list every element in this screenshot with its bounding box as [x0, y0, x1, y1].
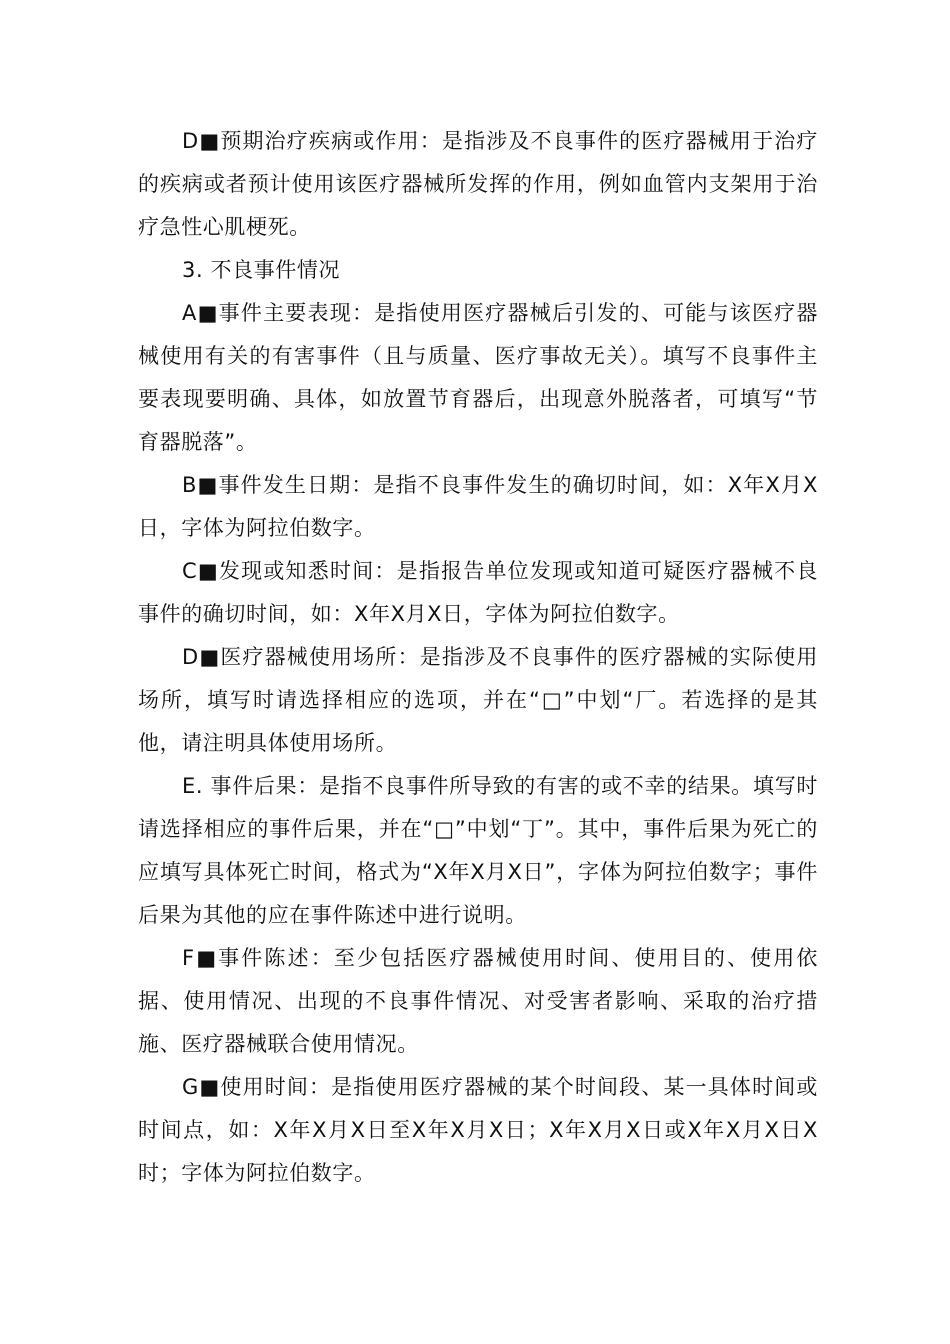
paragraph-usage-time: G■使用时间：是指使用医疗器械的某个时间段、某一具体时间或时间点，如：X年X月X日至X年X月X日；X年X月X日或X年X月X日X时；字体为阿拉伯数字。	[138, 1075, 818, 1185]
paragraph-main-manifestation: A■事件主要表现：是指使用医疗器械后引发的、可能与该医疗器械使用有关的有害事件（且与质量、医疗事故无关）。填写不良事件主要表现要明确、具体，如放置节育器后，出现意外脱落者，可填写“节育器脱落”。	[138, 301, 818, 454]
paragraph-usage-location: D■医疗器械使用场所：是指涉及不良事件的医疗器械的实际使用场所，填写时请选择相应的选项，并在“□”中划“厂。若选择的是其他，请注明具体使用场所。	[138, 645, 818, 755]
paragraph-occurrence-date: B■事件发生日期：是指不良事件发生的确切时间，如：X年X月X日，字体为阿拉伯数字。	[138, 473, 818, 540]
paragraph-event-description: F■事件陈述：至少包括医疗器械使用时间、使用目的、使用依据、使用情况、出现的不良事件情况、对受害者影响、采取的治疗措施、医疗器械联合使用情况。	[138, 946, 818, 1056]
paragraph-expected-treatment: D■预期治疗疾病或作用：是指涉及不良事件的医疗器械用于治疗的疾病或者预计使用该医疗器械所发挥的作用，例如血管内支架用于治疗急性心肌梗死。	[138, 129, 818, 239]
paragraph-discovery-time: C■发现或知悉时间：是指报告单位发现或知道可疑医疗器械不良事件的确切时间，如：X年X月X日，字体为阿拉伯数字。	[138, 559, 818, 626]
section-heading-adverse-event: 3. 不良事件情况	[182, 258, 341, 282]
document-page	[138, 120, 818, 1195]
paragraph-event-consequence: E. 事件后果：是指不良事件所导致的有害的或不幸的结果。填写时请选择相应的事件后果，并在“□”中划“丁”。其中，事件后果为死亡的应填写具体死亡时间，格式为“X年X月X日”，字体为阿拉伯数字；事件后果为其他的应在事件陈述中进行说明。	[138, 774, 818, 927]
